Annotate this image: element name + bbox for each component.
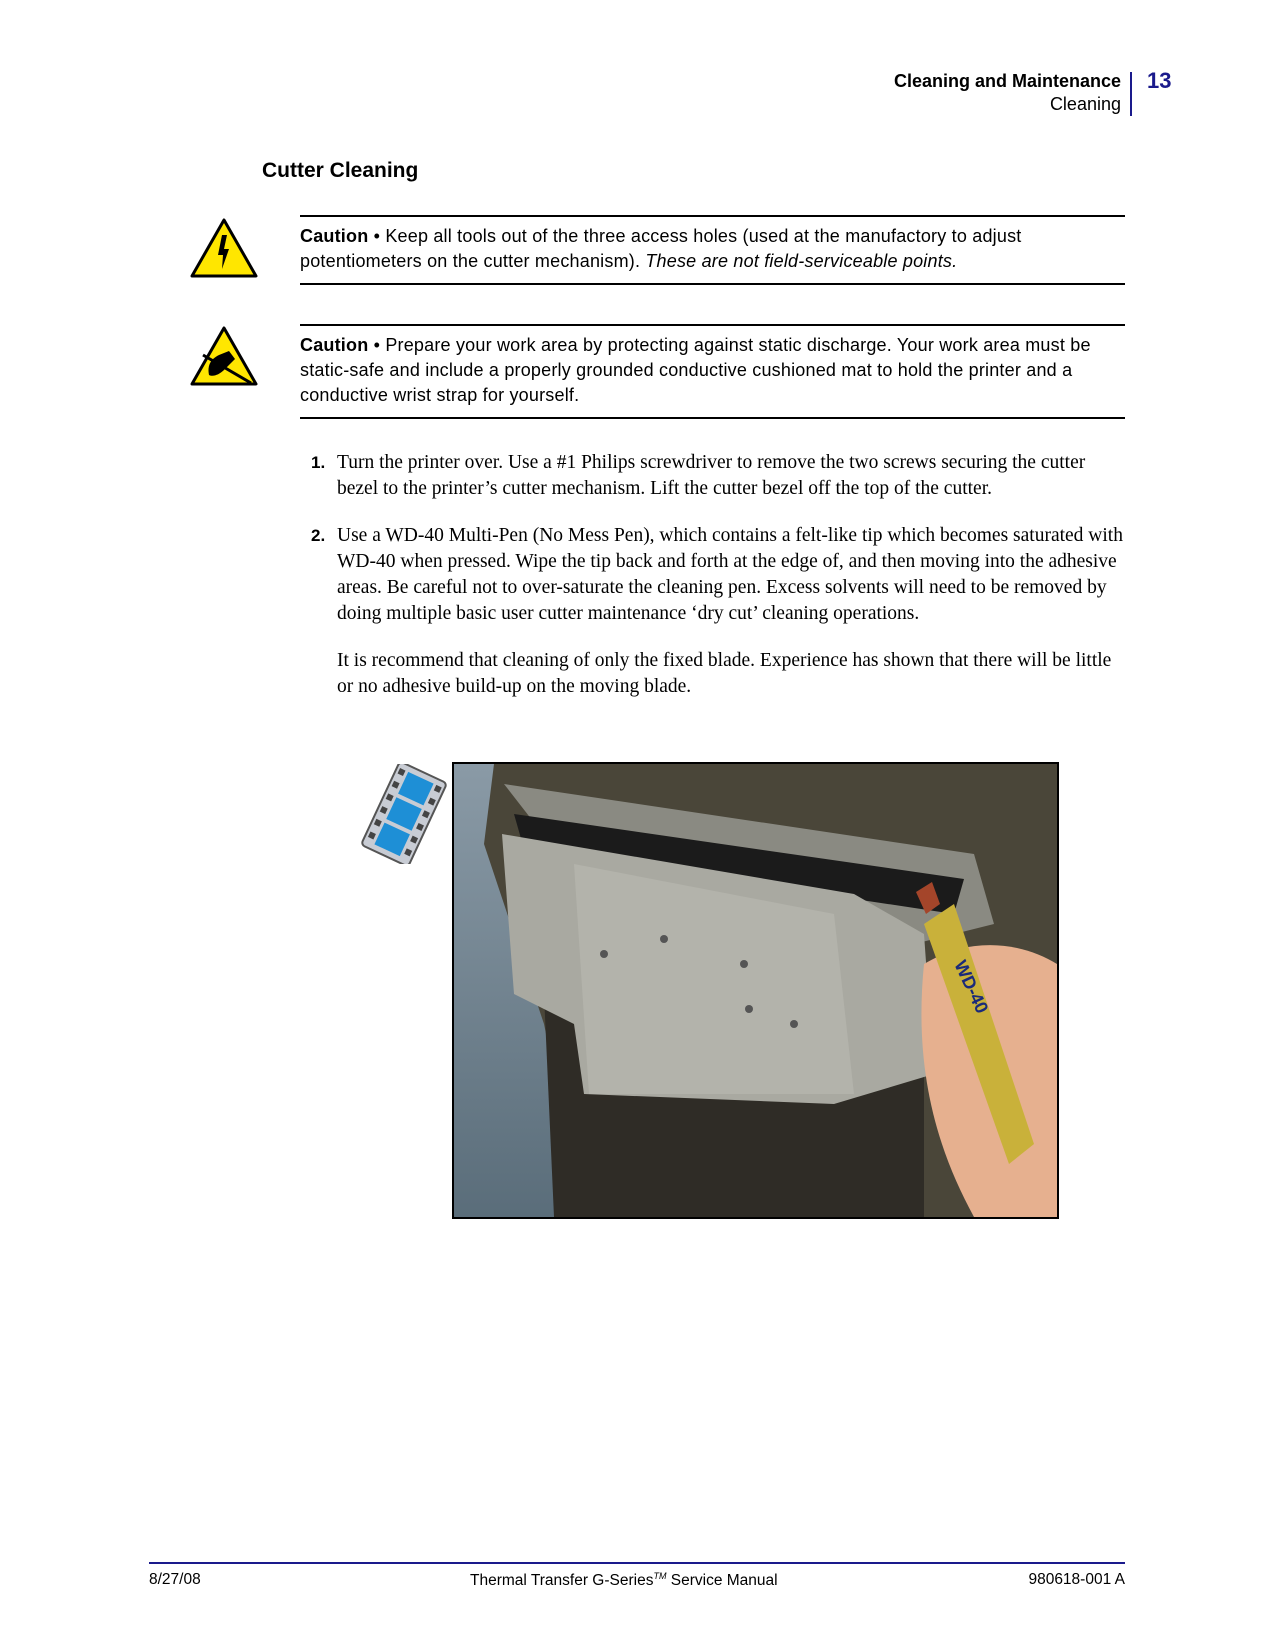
caution-italic: These are not field-serviceable points.: [645, 251, 958, 271]
step-1: [311, 450, 1131, 503]
procedure-steps: [311, 450, 1131, 720]
footer-date: 8/27/08: [149, 1571, 201, 1588]
caution-text: Prepare your work area by protecting against static discharge. Your work area must be static-safe and include a properly grounded conductive cushioned mat to hold the printer and a conductive wrist strap for yourself.: [300, 335, 1091, 405]
running-header: [894, 70, 1121, 116]
footer-divider: [149, 1562, 1125, 1564]
step-note: It is recommend that cleaning of only the fixed blade. Experience has shown that there will be little or no adhesive build-up on the moving blade.: [337, 649, 1112, 698]
page-title: Cutter Cleaning: [262, 159, 419, 182]
trademark: TM: [653, 1571, 667, 1581]
step-2: [311, 523, 1131, 701]
footer-doc-number: 980618-001 A: [1028, 1571, 1125, 1588]
bullet: •: [373, 226, 381, 246]
caution-label: Caution: [300, 226, 369, 246]
bullet: •: [373, 335, 381, 355]
caution-label: Caution: [300, 335, 369, 355]
footer-manual-title: [470, 1571, 778, 1590]
caution-box-static: [300, 324, 1125, 419]
cutter-cleaning-photo: [452, 762, 1059, 1219]
caution-box-tools: [300, 215, 1125, 285]
electrostatic-discharge-icon: [189, 325, 259, 387]
step-text: Turn the printer over. Use a #1 Philips screwdriver to remove the two screws securing the cutter bezel to the printer’s cutter mechanism. Lift the cutter bezel off the top of the cutter.: [337, 452, 1086, 500]
chapter-title: Cleaning and Maintenance: [893, 71, 1121, 91]
manual-suffix: Service Manual: [666, 1572, 778, 1590]
step-number: 1.: [311, 453, 326, 472]
header-divider: [1130, 72, 1132, 116]
electrical-hazard-icon: [189, 217, 259, 279]
video-film-icon[interactable]: [356, 764, 452, 864]
section-title: Cleaning: [1049, 94, 1121, 114]
pen-label: WD-40: [950, 957, 993, 1017]
caution-text: Keep all tools out of the three access holes (used at the manufactory to adjust potentiometers on the cutter mechanism).: [300, 226, 1022, 271]
step-number: 2.: [311, 525, 326, 545]
manual-name: Thermal Transfer G-Series: [470, 1572, 654, 1590]
page-number: 13: [1147, 68, 1172, 93]
step-text: Use a WD-40 Multi-Pen (No Mess Pen), which contains a felt-like tip which becomes saturated with WD-40 when pressed. Wipe the tip back and forth at the edge of, and then moving into the adhesive areas. Be careful not to over-saturate the cleaning pen. Excess solvents will need to be removed by doing multiple basic user cutter maintenance ‘dry cut’ cleaning operations.: [337, 524, 1123, 625]
